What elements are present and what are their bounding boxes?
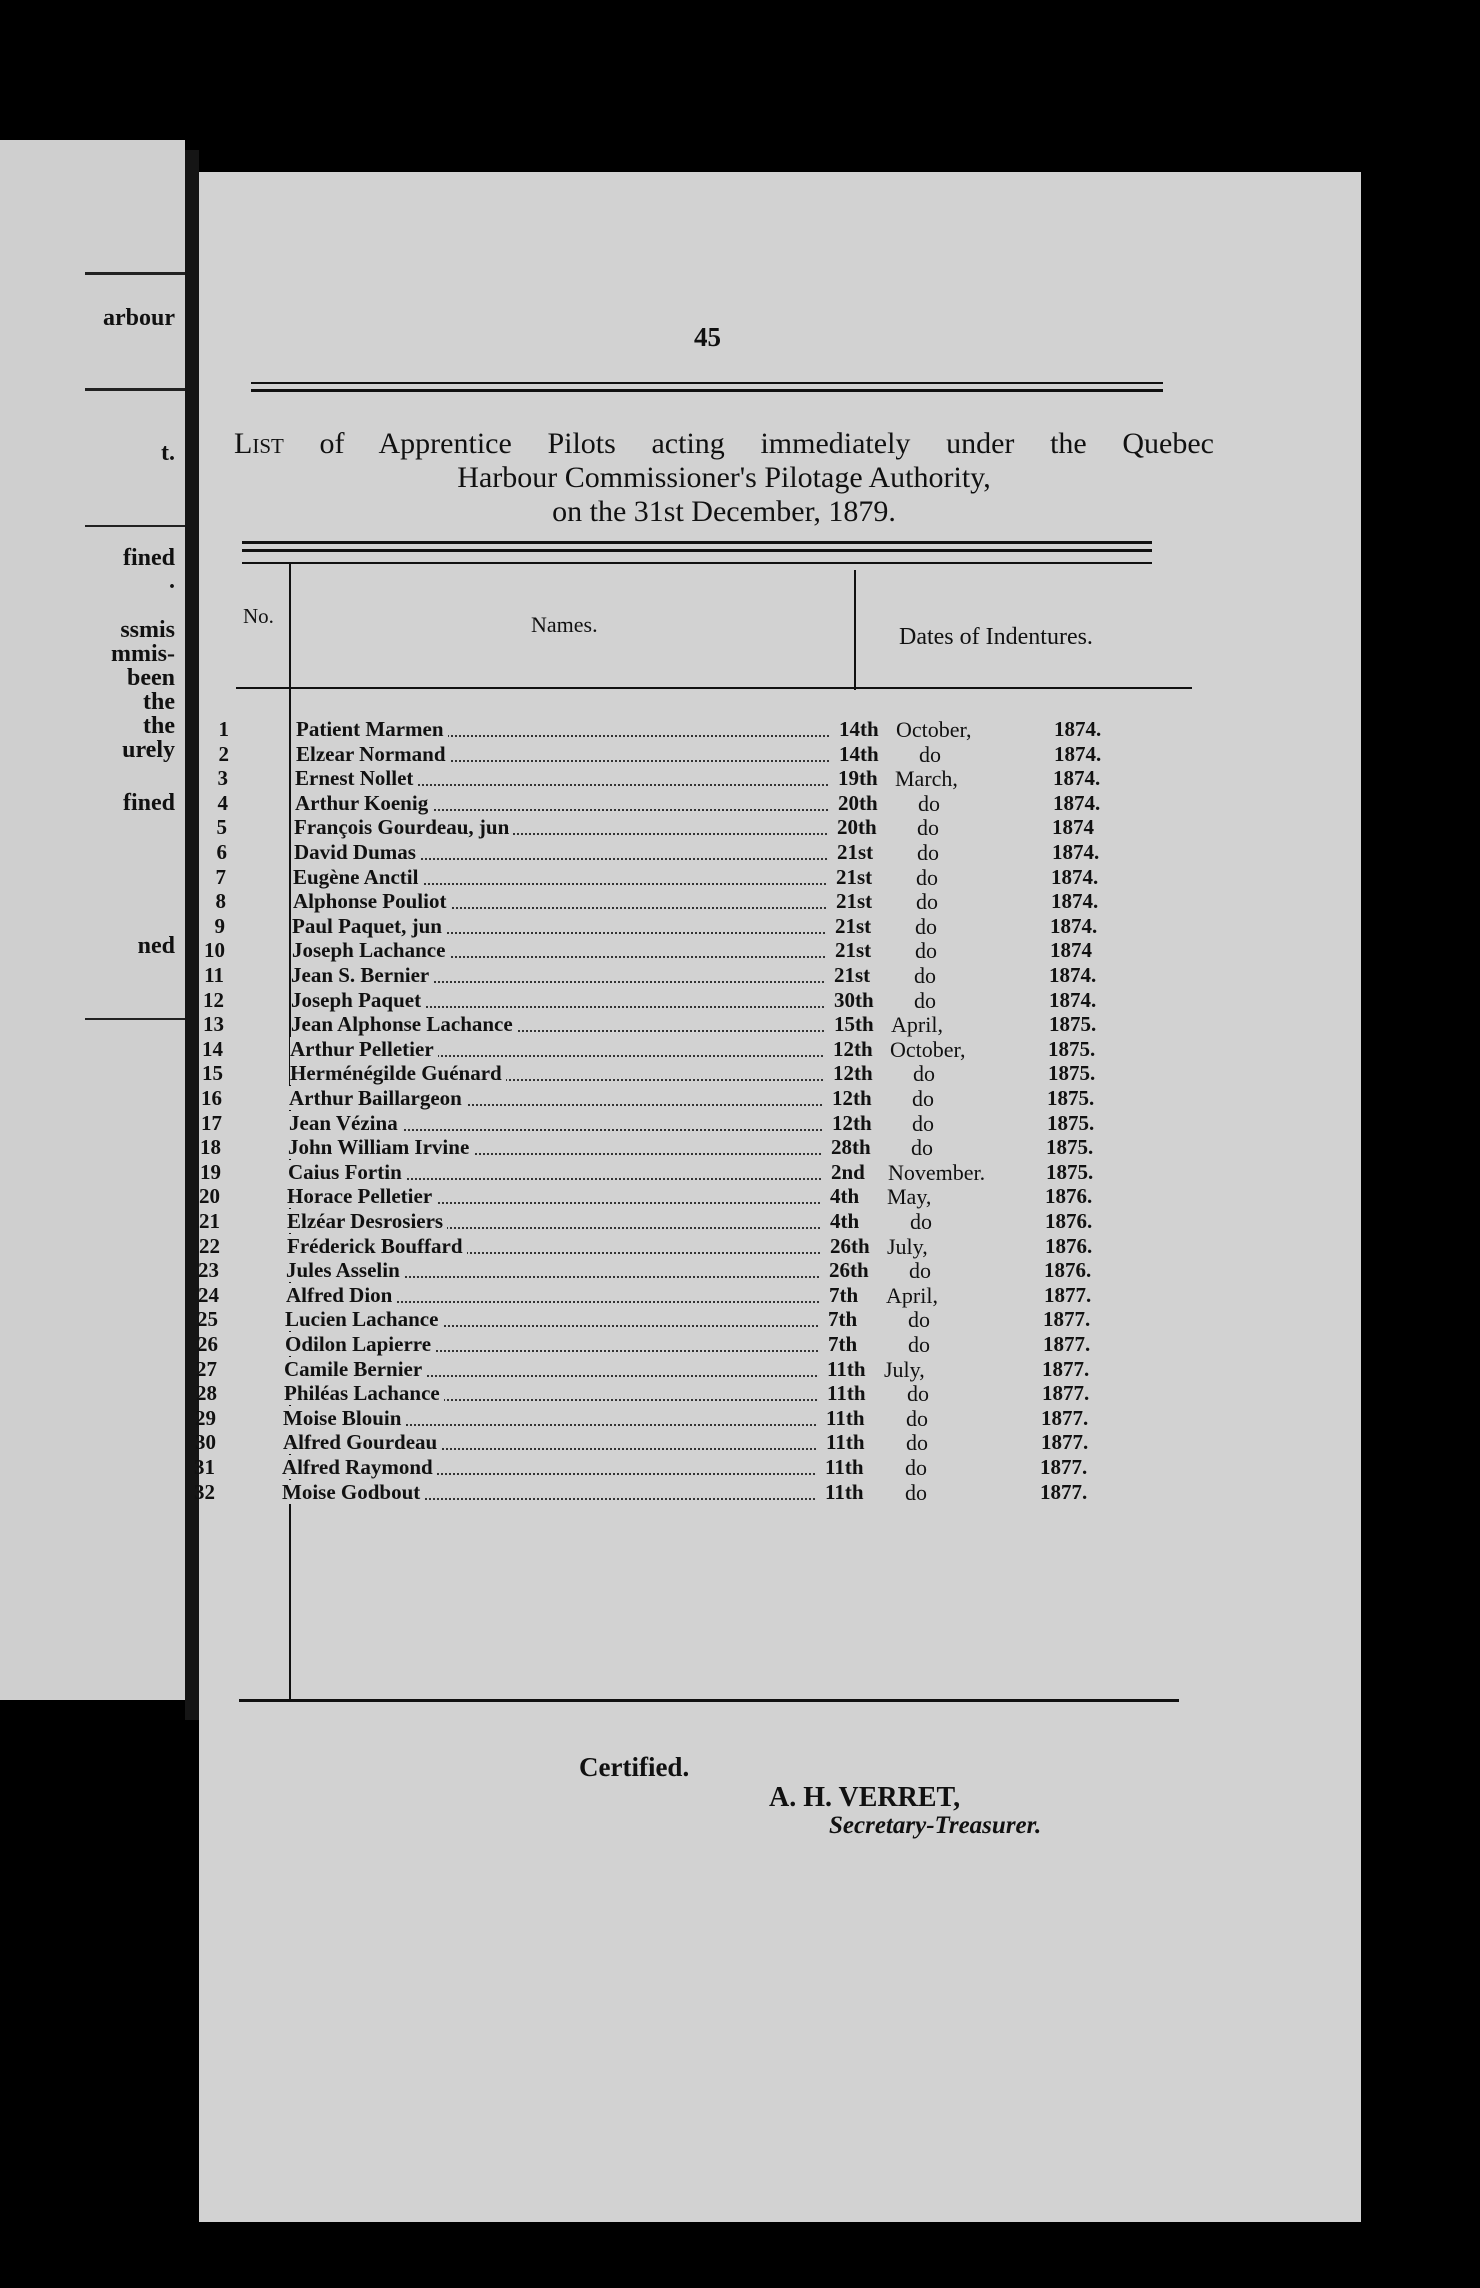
indenture-day: 12th [832, 1111, 872, 1135]
facing-page-text: fined [122, 790, 175, 816]
row-number: 31 [194, 1455, 215, 1479]
indenture-day: 28th [831, 1135, 871, 1159]
row-number: 10 [204, 938, 225, 962]
row-number: 9 [214, 914, 225, 938]
name-cell [296, 717, 448, 742]
indenture-month: do [913, 1061, 935, 1086]
row-number: 12 [203, 988, 224, 1012]
table-row [199, 717, 1299, 741]
indenture-year: 1875. [1049, 1012, 1097, 1036]
title-line-1-rest: of Apprentice Pilots acting immediately under the Quebec [319, 427, 1214, 460]
indenture-month: do [910, 1209, 932, 1234]
apprentice-name: Alfred Raymond [282, 1455, 437, 1479]
indenture-day: 20th [837, 815, 877, 839]
table-row [194, 1455, 1299, 1480]
table-row [199, 988, 1299, 1012]
apprentice-name: François Gourdeau, jun [294, 815, 513, 839]
table-row [199, 1307, 1299, 1331]
name-cell [293, 865, 422, 890]
indenture-day: 21st [835, 938, 872, 962]
apprentice-name: Jean Vézina [289, 1111, 402, 1135]
indenture-month: do [905, 1480, 927, 1505]
indenture-month: do [912, 1086, 934, 1111]
indenture-month: do [918, 791, 940, 816]
indenture-day: 11th [826, 1406, 865, 1430]
title-line-2: Harbour Commissioner's Pilotage Authority, [457, 461, 991, 494]
title-line-1 [234, 427, 1214, 461]
indenture-year: 1877. [1042, 1381, 1090, 1405]
apprentice-name: Caius Fortin [288, 1160, 406, 1184]
row-number: 4 [217, 791, 228, 815]
indenture-month: May, [887, 1184, 932, 1209]
table-row [199, 1160, 1299, 1184]
title-lead-word: List [234, 427, 284, 460]
apprentice-name: Elzéar Desrosiers [287, 1209, 447, 1233]
name-cell [286, 1258, 404, 1283]
indenture-month: July, [887, 1234, 928, 1259]
indenture-day: 26th [829, 1258, 869, 1282]
indenture-year: 1877. [1042, 1357, 1090, 1381]
table-row [199, 914, 1299, 938]
name-cell [287, 1184, 436, 1209]
row-number: 3 [217, 766, 228, 790]
indenture-day: 4th [830, 1184, 860, 1208]
indenture-year: 1874. [1049, 988, 1097, 1012]
row-number: 27 [196, 1357, 217, 1381]
table-row [199, 1037, 1299, 1061]
indenture-year: 1877. [1043, 1307, 1091, 1331]
facing-page-text: . [169, 568, 175, 594]
indenture-day: 21st [834, 963, 871, 987]
apprentice-name: Horace Pelletier [287, 1184, 436, 1208]
table-top-rule [242, 541, 1152, 552]
facing-page-text: arbour [103, 305, 175, 331]
table-row [199, 938, 1299, 962]
name-cell [283, 1406, 405, 1431]
facing-page-rule [85, 388, 185, 391]
name-cell [287, 1209, 447, 1234]
indenture-year: 1877. [1041, 1406, 1089, 1430]
facing-page-text: ned [137, 933, 175, 959]
indenture-month: do [915, 914, 937, 939]
indenture-month: do [911, 1135, 933, 1160]
facing-page-text: ssmis [120, 617, 175, 643]
row-number: 13 [203, 1012, 224, 1036]
table-row [196, 1357, 1299, 1382]
apprentice-name: Philéas Lachance [284, 1381, 444, 1405]
header-rule [251, 382, 1163, 392]
name-cell [289, 1111, 402, 1136]
name-cell [291, 963, 433, 988]
name-cell [285, 1307, 442, 1332]
indenture-month: do [914, 988, 936, 1013]
indenture-month: March, [895, 766, 958, 791]
indenture-year: 1875. [1047, 1111, 1095, 1135]
table-row [199, 1135, 1299, 1159]
apprentice-name: Alfred Gourdeau [283, 1430, 441, 1454]
indenture-day: 7th [828, 1307, 858, 1331]
row-number: 19 [200, 1160, 221, 1184]
indenture-year: 1875. [1047, 1086, 1095, 1110]
row-number: 22 [199, 1234, 220, 1258]
indenture-day: 21st [836, 889, 873, 913]
table-bottom-rule [239, 1699, 1179, 1702]
name-cell [282, 1480, 424, 1505]
indenture-month: April, [891, 1012, 943, 1037]
table-row [199, 889, 1299, 913]
name-cell [288, 1135, 473, 1160]
facing-page-rule [85, 1018, 185, 1020]
indenture-year: 1874. [1049, 963, 1097, 987]
row-number: 17 [201, 1111, 222, 1135]
row-number: 28 [196, 1381, 217, 1405]
table-top-rule-thin [242, 562, 1152, 564]
name-cell [287, 1234, 467, 1259]
indenture-month: do [917, 840, 939, 865]
table-row [199, 1061, 1299, 1085]
apprentice-name: Joseph Lachance [292, 938, 449, 962]
apprentice-name: Paul Paquet, jun [292, 914, 446, 938]
indenture-month: do [906, 1430, 928, 1455]
table-row [199, 791, 1299, 815]
row-number: 26 [197, 1332, 218, 1356]
apprentice-name: Herménégilde Guénard [290, 1061, 506, 1085]
name-cell [293, 889, 450, 914]
apprentice-name: Eugène Anctil [293, 865, 422, 889]
indenture-day: 30th [834, 988, 874, 1012]
indenture-month: do [916, 889, 938, 914]
indenture-year: 1874. [1050, 914, 1098, 938]
indenture-year: 1875. [1046, 1160, 1094, 1184]
indenture-day: 2nd [831, 1160, 865, 1184]
name-cell [292, 938, 449, 963]
table-header-rule [236, 687, 1192, 689]
column-header-names: Names. [531, 612, 598, 637]
indenture-day: 26th [830, 1234, 870, 1258]
facing-page-rule [85, 272, 185, 275]
table-row [199, 742, 1299, 766]
apprentice-name: Joseph Paquet [291, 988, 425, 1012]
indenture-year: 1875. [1048, 1061, 1096, 1085]
name-cell [294, 815, 513, 840]
indenture-month: do [908, 1307, 930, 1332]
table-row [199, 963, 1299, 987]
table-row [199, 1111, 1299, 1135]
apprentice-name: Camile Bernier [284, 1357, 426, 1381]
indenture-day: 11th [827, 1381, 866, 1405]
facing-page-rule [85, 525, 185, 527]
indenture-year: 1875. [1048, 1037, 1096, 1061]
apprentice-name: Ernest Nollet [295, 766, 417, 790]
column-header-no: No. [243, 604, 274, 628]
name-cell [292, 914, 446, 939]
indenture-year: 1877. [1043, 1332, 1091, 1356]
row-number: 23 [198, 1258, 219, 1282]
document-page [194, 172, 1361, 2222]
facing-page-text: the [143, 689, 175, 715]
facing-page-fragment [0, 140, 185, 1700]
apprentice-name: Odilon Lapierre [285, 1332, 435, 1356]
page-number: 45 [694, 322, 721, 352]
indenture-year: 1875. [1046, 1135, 1094, 1159]
signatory-name: A. H. VERRET, [769, 1782, 961, 1813]
name-cell [289, 1086, 466, 1111]
facing-page-text: the [143, 713, 175, 739]
table-row [199, 1258, 1299, 1282]
row-number: 21 [199, 1209, 220, 1233]
name-cell [296, 742, 450, 767]
row-number: 29 [195, 1406, 216, 1430]
table-row [196, 1381, 1299, 1406]
indenture-year: 1874 [1050, 938, 1092, 962]
table-row [195, 1406, 1299, 1431]
list-title [234, 427, 1214, 529]
indenture-month: do [916, 865, 938, 890]
table-row [199, 1184, 1299, 1208]
table-row [199, 840, 1299, 864]
indenture-day: 7th [828, 1332, 858, 1356]
indenture-month: do [915, 938, 937, 963]
row-number: 8 [215, 889, 226, 913]
indenture-month: do [905, 1455, 927, 1480]
indenture-year: 1874 [1052, 815, 1094, 839]
indenture-year: 1877. [1040, 1480, 1088, 1504]
apprentice-name: Arthur Koenig [295, 791, 432, 815]
facing-page-text: been [127, 665, 175, 691]
indenture-month: October, [896, 717, 972, 742]
indenture-day: 7th [829, 1283, 859, 1307]
apprentice-name: Alfred Dion [286, 1283, 396, 1307]
name-cell [295, 791, 432, 816]
indenture-day: 12th [833, 1061, 873, 1085]
indenture-month: do [914, 963, 936, 988]
apprentice-name: Moise Godbout [282, 1480, 424, 1504]
indenture-month: do [912, 1111, 934, 1136]
table-row [199, 1332, 1299, 1356]
indenture-year: 1874. [1054, 717, 1102, 741]
name-cell [282, 1455, 437, 1480]
row-number: 16 [201, 1086, 222, 1110]
row-number: 32 [194, 1480, 215, 1504]
apprentice-name: John William Irvine [288, 1135, 473, 1159]
apprentice-name: David Dumas [294, 840, 420, 864]
indenture-month: April, [886, 1283, 938, 1308]
indenture-month: July, [884, 1357, 925, 1382]
table-row [199, 1283, 1299, 1307]
indenture-year: 1876. [1045, 1184, 1093, 1208]
indenture-day: 12th [833, 1037, 873, 1061]
indenture-day: 11th [826, 1430, 865, 1454]
row-number: 20 [199, 1184, 220, 1208]
table-row [199, 1012, 1299, 1036]
column-divider-names [854, 570, 856, 690]
indenture-day: 20th [838, 791, 878, 815]
indenture-day: 19th [838, 766, 878, 790]
table-row [195, 1430, 1299, 1455]
indenture-month: do [906, 1406, 928, 1431]
name-cell [291, 1012, 517, 1037]
indenture-year: 1874. [1053, 766, 1101, 790]
apprentice-name: Alphonse Pouliot [293, 889, 450, 913]
name-cell [291, 988, 425, 1013]
name-cell [283, 1430, 441, 1455]
indenture-day: 15th [834, 1012, 874, 1036]
indenture-year: 1874. [1051, 889, 1099, 913]
indenture-year: 1874. [1054, 742, 1102, 766]
apprentice-name: Arthur Baillargeon [289, 1086, 466, 1110]
indenture-day: 11th [827, 1357, 866, 1381]
indenture-month: do [909, 1258, 931, 1283]
title-line-3: on the 31st December, 1879. [552, 495, 896, 528]
table-row [199, 815, 1299, 839]
row-number: 18 [200, 1135, 221, 1159]
indenture-year: 1877. [1041, 1430, 1089, 1454]
indenture-month: do [917, 815, 939, 840]
indenture-month: November. [888, 1160, 986, 1185]
name-cell [286, 1283, 396, 1308]
name-cell [294, 840, 420, 865]
name-cell [284, 1381, 444, 1406]
indenture-day: 11th [825, 1455, 864, 1479]
row-number: 7 [215, 865, 226, 889]
indenture-day: 11th [825, 1480, 864, 1504]
row-number: 30 [195, 1430, 216, 1454]
indenture-day: 14th [839, 742, 879, 766]
indenture-month: October, [890, 1037, 966, 1062]
column-header-dates: Dates of Indentures. [899, 624, 1093, 650]
apprentice-name: Elzear Normand [296, 742, 450, 766]
indenture-year: 1877. [1040, 1455, 1088, 1479]
row-number: 11 [204, 963, 224, 987]
indenture-day: 21st [836, 865, 873, 889]
table-row [199, 766, 1299, 790]
name-cell [284, 1357, 426, 1382]
apprentice-name: Fréderick Bouffard [287, 1234, 467, 1258]
name-cell [285, 1332, 435, 1357]
indenture-year: 1876. [1045, 1209, 1093, 1233]
indenture-day: 4th [830, 1209, 860, 1233]
indenture-day: 14th [839, 717, 879, 741]
facing-page-text: mmis- [111, 641, 175, 667]
apprentice-name: Arthur Pelletier [290, 1037, 438, 1061]
name-cell [295, 766, 417, 791]
signatory-title: Secretary-Treasurer. [829, 1812, 1042, 1839]
name-cell [290, 1061, 506, 1086]
indenture-day: 12th [832, 1086, 872, 1110]
row-number: 1 [218, 717, 229, 741]
row-number: 24 [198, 1283, 219, 1307]
table-row [199, 865, 1299, 889]
row-number: 25 [197, 1307, 218, 1331]
indenture-year: 1876. [1045, 1234, 1093, 1258]
row-number: 6 [216, 840, 227, 864]
apprentice-name: Jules Asselin [286, 1258, 404, 1282]
apprentice-name: Patient Marmen [296, 717, 448, 741]
table-row [199, 1209, 1299, 1233]
row-number: 5 [216, 815, 227, 839]
indenture-year: 1874. [1052, 840, 1100, 864]
name-cell [290, 1037, 438, 1062]
indenture-day: 21st [835, 914, 872, 938]
facing-page-text: fined [122, 545, 175, 571]
name-cell [288, 1160, 406, 1185]
facing-page-text: t. [161, 440, 175, 466]
apprentice-name: Lucien Lachance [285, 1307, 442, 1331]
indenture-month: do [908, 1332, 930, 1357]
table-row [199, 1086, 1299, 1110]
facing-page-text: urely [122, 737, 175, 763]
row-number: 2 [218, 742, 229, 766]
indenture-year: 1874. [1051, 865, 1099, 889]
table-row [199, 1234, 1299, 1258]
indenture-month: do [919, 742, 941, 767]
apprentice-name: Jean S. Bernier [291, 963, 433, 987]
row-number: 15 [202, 1061, 223, 1085]
indenture-day: 21st [837, 840, 874, 864]
indenture-year: 1877. [1044, 1283, 1092, 1307]
indenture-year: 1874. [1053, 791, 1101, 815]
row-number: 14 [202, 1037, 223, 1061]
certified-label: Certified. [579, 1752, 690, 1782]
indenture-year: 1876. [1044, 1258, 1092, 1282]
apprentice-name: Jean Alphonse Lachance [291, 1012, 517, 1036]
indenture-month: do [907, 1381, 929, 1406]
apprentice-name: Moise Blouin [283, 1406, 405, 1430]
table-row [194, 1480, 1299, 1505]
